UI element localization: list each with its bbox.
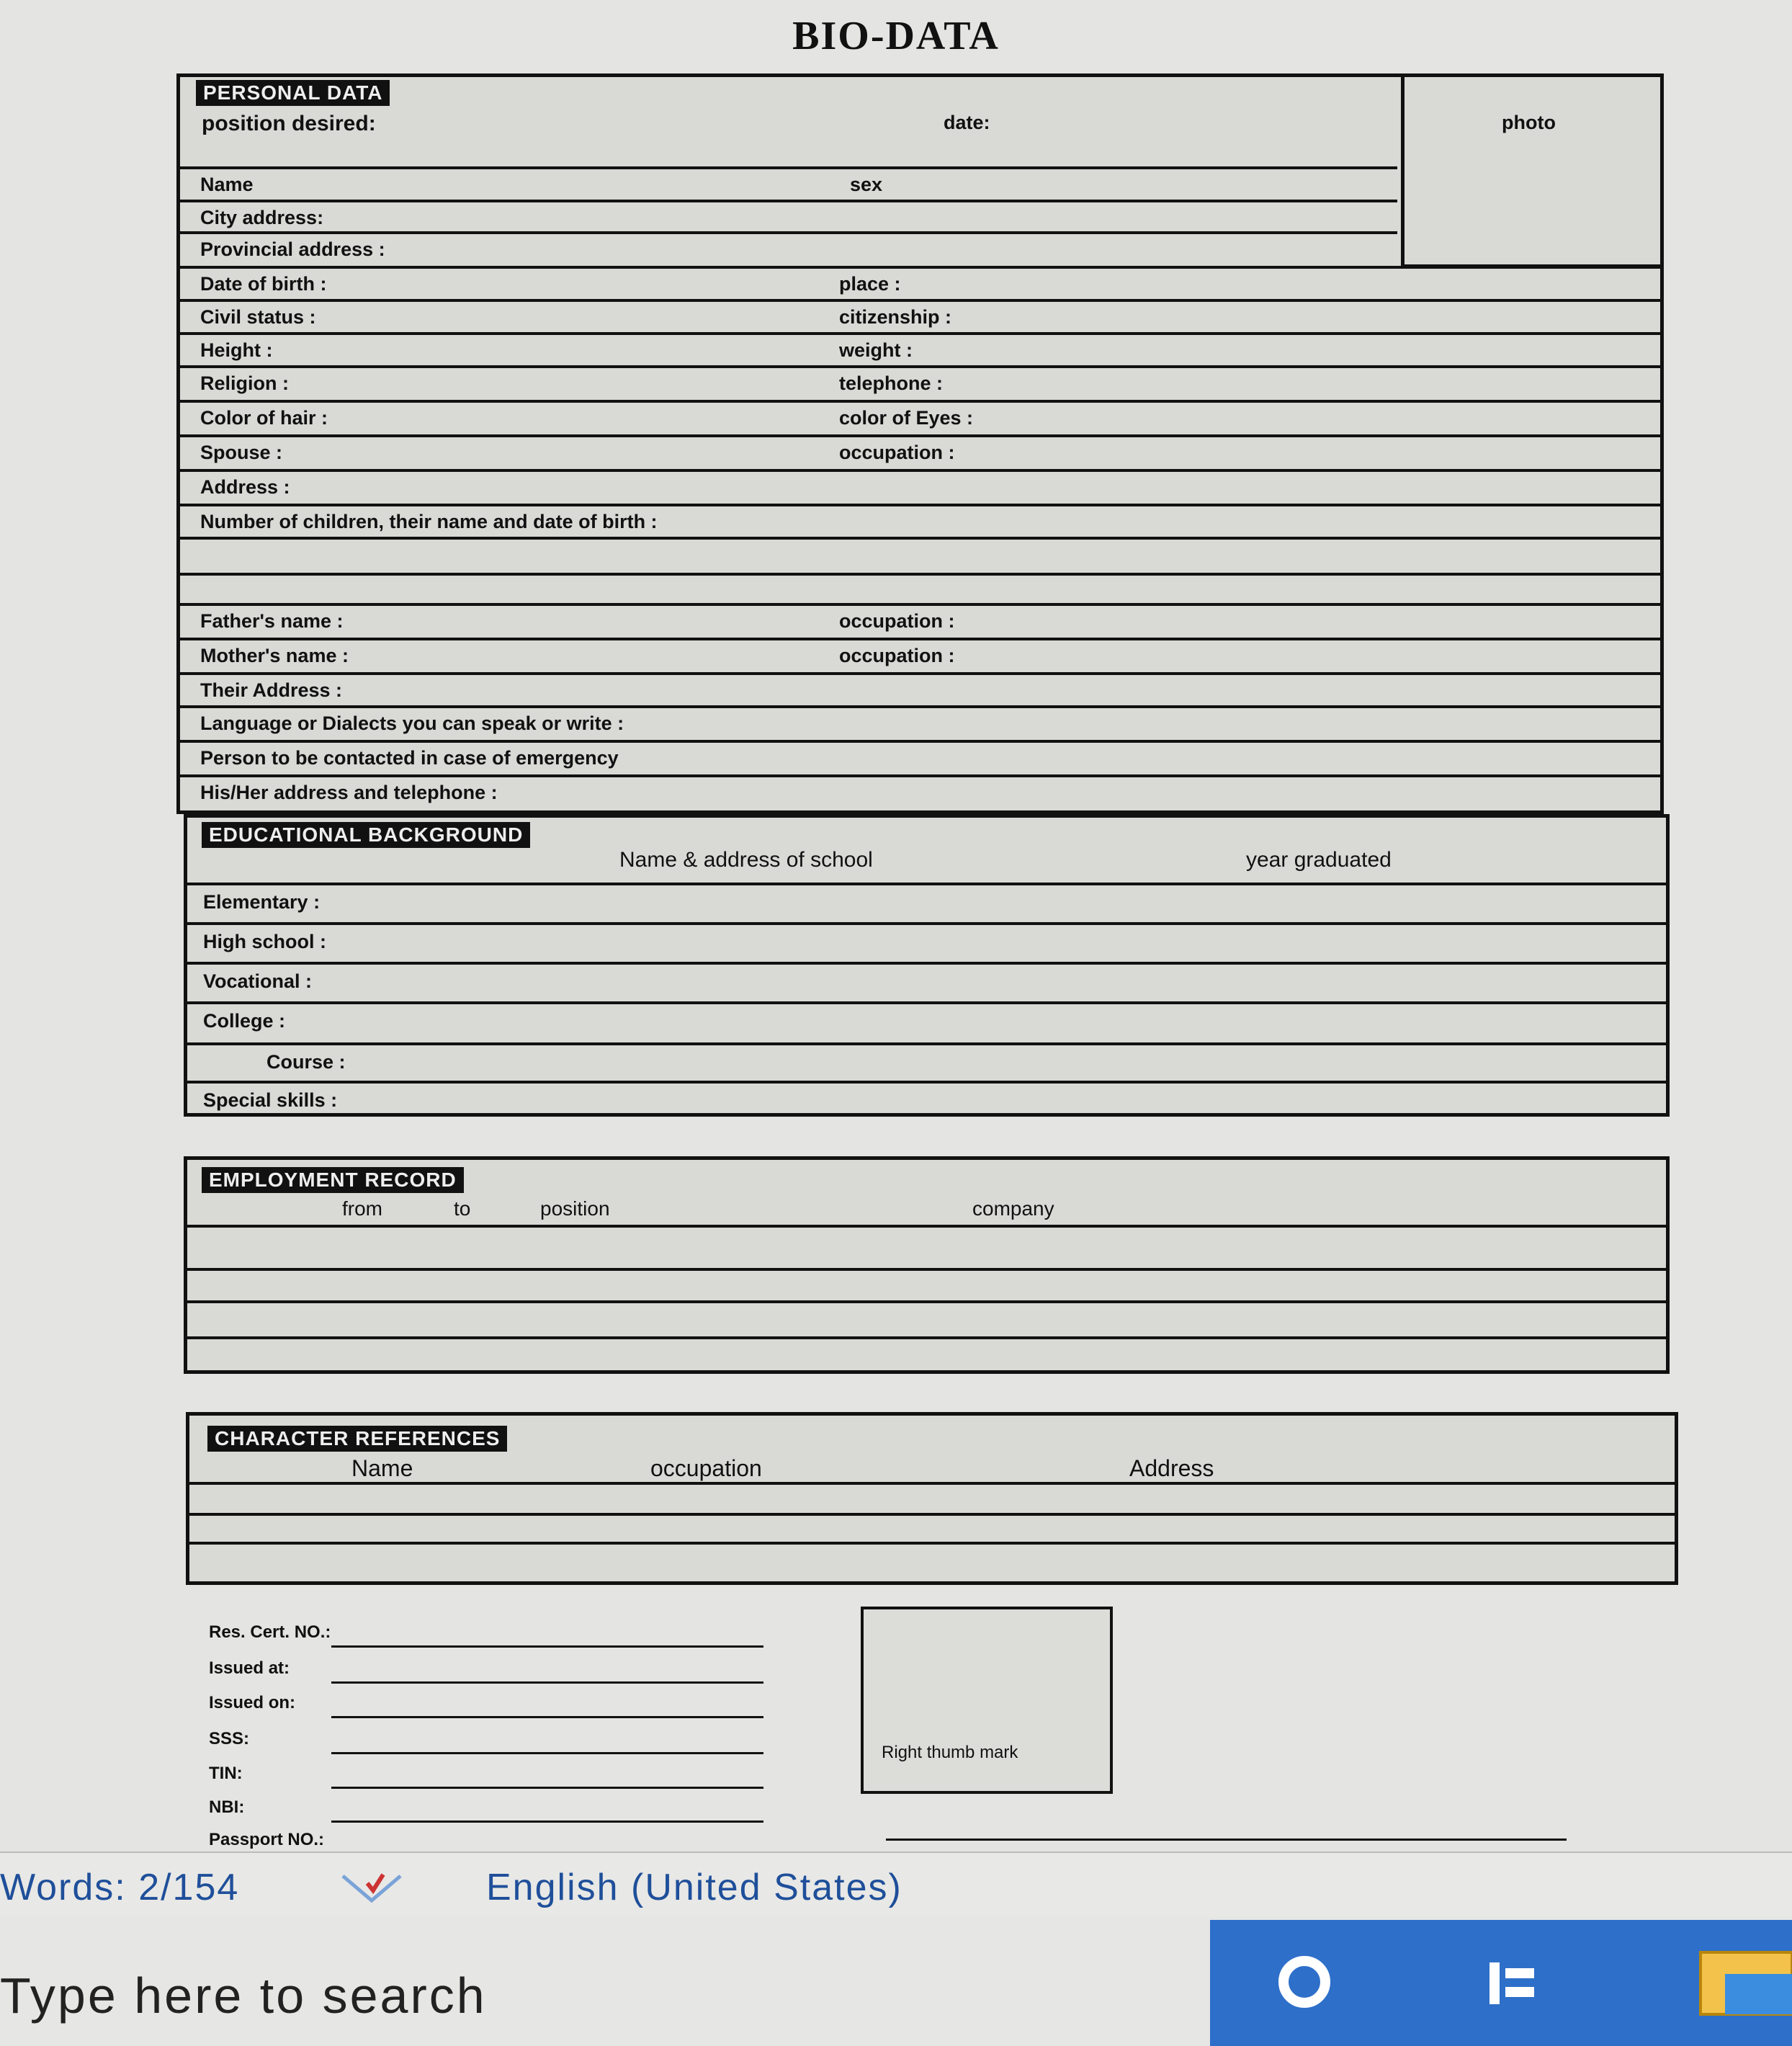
signature-line [886,1839,1567,1841]
personal-data-table [176,73,1664,814]
personal-row [180,638,1660,666]
thumb-mark-label: Right thumb mark [882,1743,1018,1762]
education-field-label: Special skills : [203,1089,338,1111]
photo-label: photo [1502,112,1556,133]
personal-field-label: Number of children, their name and date of birth : [200,511,658,532]
id-field-label: NBI: [209,1797,245,1817]
cortana-icon[interactable] [1278,1956,1330,2008]
id-field-label: Issued at: [209,1658,290,1678]
school-column-header: Name & address of school [619,848,873,872]
id-field-label: Passport NO.: [209,1830,325,1849]
personal-field-label: Religion : [200,372,289,394]
personal-field-label: Father's name : [200,610,344,632]
personal-row [180,332,1660,361]
education-row [187,1001,1666,1032]
id-field-line [331,1787,763,1789]
personal-row [180,603,1660,632]
personal-field-label: Height : [200,339,273,361]
date-label: date: [944,112,990,133]
from-column-header: from [342,1197,382,1220]
photo-cell [1401,77,1664,268]
personal-field-label: Date of birth : [200,273,327,295]
personal-row [180,365,1660,394]
education-row [187,1081,1666,1111]
personal-field-label-right: sex [850,174,883,195]
page-title: BIO-DATA [792,14,1000,58]
personal-field-label-right: telephone : [839,372,944,394]
education-field-label: Vocational : [203,970,313,992]
employment-row [187,1336,1666,1339]
personal-field-label-right: citizenship : [839,306,952,328]
id-field-label: Issued on: [209,1693,296,1712]
personal-row [180,740,1660,769]
position-desired-label: position desired: [202,112,376,135]
task-view-icon[interactable] [1484,1958,1541,2009]
references-header: CHARACTER REFERENCES [207,1426,507,1452]
personal-row [180,231,1397,260]
reference-row [189,1513,1675,1516]
personal-row [180,672,1660,701]
personal-field-label-right: place : [839,273,901,295]
education-row [187,962,1666,992]
file-explorer-icon[interactable] [1696,1945,1792,2017]
personal-field-label-right: weight : [839,339,913,361]
personal-field-label: Provincial address : [200,238,385,260]
education-header: EDUCATIONAL BACKGROUND [202,822,530,848]
year-graduated-column-header: year graduated [1246,848,1392,872]
personal-field-label: Name [200,174,254,195]
personal-data-header: PERSONAL DATA [196,80,390,106]
education-table [184,814,1670,1117]
reference-address-column-header: Address [1129,1455,1214,1481]
reference-occupation-column-header: occupation [650,1455,762,1481]
personal-field-label-right: color of Eyes : [839,407,974,429]
education-row [187,883,1666,913]
id-field-label: TIN: [209,1764,243,1783]
reference-row [189,1482,1675,1485]
personal-row [180,434,1660,463]
personal-field-label: His/Her address and telephone : [200,782,498,803]
id-field-line [331,1821,763,1823]
personal-row [180,573,1660,576]
word-count[interactable]: Words: 2/154 [0,1867,240,1908]
id-field-line [331,1645,763,1648]
personal-field-label: Mother's name : [200,645,349,666]
reference-row [189,1542,1675,1545]
education-field-label: College : [203,1010,286,1032]
personal-row [180,299,1660,328]
personal-field-label: Their Address : [200,679,343,701]
company-column-header: company [972,1197,1054,1220]
personal-field-label: Language or Dialects you can speak or write : [200,712,624,734]
status-bar [0,1851,1792,1918]
personal-row [180,774,1660,803]
education-field-label: Course : [266,1051,346,1073]
personal-field-label-right: occupation : [839,645,955,666]
language-indicator[interactable]: English (United States) [486,1867,902,1908]
employment-row [187,1225,1666,1228]
personal-row [180,504,1660,532]
personal-field-label-right: occupation : [839,442,955,463]
to-column-header: to [454,1197,471,1220]
employment-header: EMPLOYMENT RECORD [202,1167,464,1193]
taskbar-search-input[interactable]: Type here to search [0,1967,487,2024]
proofing-icon[interactable] [339,1869,405,1905]
personal-row [180,266,1660,295]
character-references-table [186,1412,1678,1585]
personal-row [180,400,1660,429]
id-field-line [331,1716,763,1718]
reference-name-column-header: Name [351,1455,413,1481]
personal-field-label-right: occupation : [839,610,955,632]
education-row [187,922,1666,952]
personal-row [180,200,1397,228]
employment-table [184,1156,1670,1374]
personal-field-label: Spouse : [200,442,283,463]
personal-field-label: Person to be contacted in case of emergency [200,747,619,769]
personal-row [180,705,1660,734]
id-field-line [331,1681,763,1684]
personal-row [180,166,1397,195]
position-column-header: position [540,1197,610,1220]
personal-row [180,537,1660,540]
personal-field-label: Color of hair : [200,407,328,429]
id-field-label: SSS: [209,1729,250,1748]
employment-row [187,1300,1666,1303]
employment-row [187,1268,1666,1271]
education-field-label: High school : [203,931,326,952]
personal-field-label: Civil status : [200,306,316,328]
id-field-line [331,1752,763,1754]
thumb-mark-box [861,1607,1113,1794]
personal-field-label: Address : [200,476,290,498]
personal-field-label: City address: [200,207,324,228]
id-field-label: Res. Cert. NO.: [209,1622,331,1642]
personal-row [180,469,1660,498]
education-field-label: Elementary : [203,891,321,913]
education-row [187,1042,1666,1073]
